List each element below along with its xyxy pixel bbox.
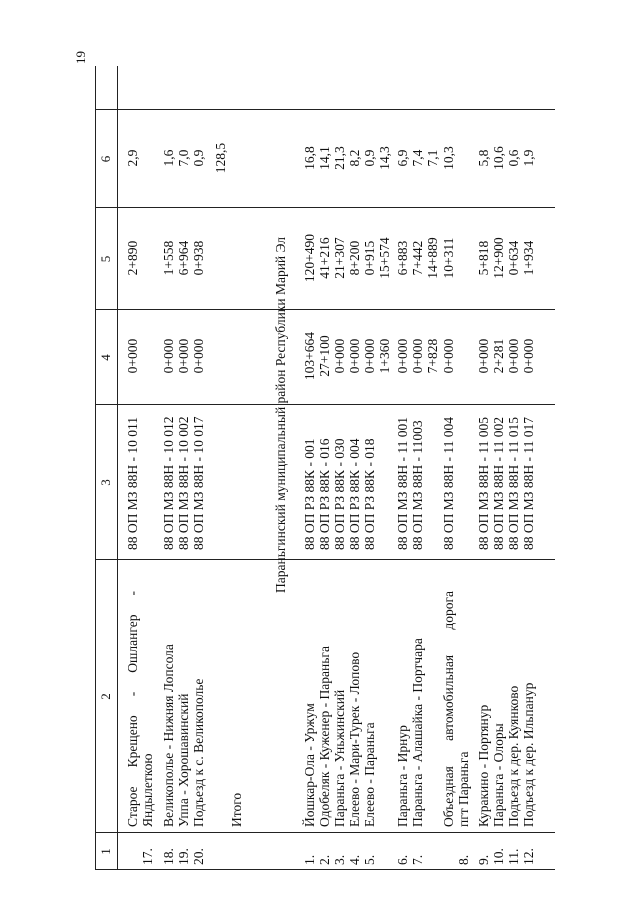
column-divider	[95, 404, 555, 405]
road-code: 88 ОП РЗ 88К - 001	[302, 438, 317, 550]
km-start: 0+000	[347, 338, 362, 374]
km-end: 7+442	[410, 240, 425, 276]
road-length: 5,8	[476, 149, 491, 167]
column-header-5: 5	[98, 255, 113, 263]
km-start: 0+000	[395, 338, 410, 374]
section-title: Параньгинский муниципальный район Республики Марий Эл	[273, 237, 288, 593]
km-end: 41+216	[317, 237, 332, 279]
km-start: 103+664	[302, 331, 317, 381]
km-end: 8+200	[347, 240, 362, 276]
row-number: 20.	[191, 848, 206, 865]
column-header-4: 4	[98, 354, 113, 361]
km-end: 1+558	[161, 240, 176, 276]
road-length: 10,3	[441, 146, 456, 170]
road-length: 0,9	[362, 149, 377, 167]
km-end: 15+574	[377, 237, 392, 279]
road-name	[441, 591, 456, 827]
row-number: 7.	[410, 854, 425, 865]
road-name: Елеево - Параньга	[362, 722, 377, 827]
km-start: 0+000	[125, 338, 140, 374]
table-header-rule	[117, 66, 118, 870]
road-name: Йошкар-Ола - Уржум	[302, 703, 317, 827]
column-divider	[95, 109, 555, 110]
road-length: 14,3	[377, 146, 392, 170]
km-start: 0+000	[506, 338, 521, 374]
road-length: 7,4	[410, 149, 425, 167]
road-length: 7,0	[176, 149, 191, 167]
road-code: 88 ОП РЗ 88К - 016	[317, 438, 332, 550]
km-start: 2+281	[491, 338, 506, 374]
km-start: 0+000	[176, 338, 191, 374]
road-code: 88 ОП МЗ 88Н - 11 015	[506, 416, 521, 550]
road-name: Подъезд к с. Великополье	[191, 678, 206, 827]
column-divider	[95, 832, 555, 833]
column-divider	[95, 207, 555, 208]
km-start: 0+000	[476, 338, 491, 374]
column-header-2: 2	[98, 693, 113, 700]
column-header-3: 3	[98, 479, 113, 486]
road-length: 16,8	[302, 146, 317, 170]
km-end: 0+634	[506, 240, 521, 276]
row-number: 3.	[332, 854, 347, 865]
road-name-part: Крещено	[125, 715, 140, 768]
km-start: 7+828	[425, 338, 440, 374]
table-top-rule	[95, 66, 96, 870]
road-name-part: дорога	[441, 591, 456, 630]
road-name: Параньга - Алашайка - Портчара	[410, 638, 425, 827]
road-length: 14,1	[317, 146, 332, 170]
road-length: 10,6	[491, 146, 506, 170]
column-divider	[95, 869, 555, 870]
column-header-6: 6	[98, 155, 113, 163]
road-length: 21,3	[332, 146, 347, 170]
road-name-part: -	[125, 591, 140, 596]
km-end: 10+311	[441, 237, 456, 279]
column-divider	[95, 309, 555, 310]
road-code: 88 ОП РЗ 88К - 030	[332, 438, 347, 550]
road-code: 88 ОП МЗ 88Н - 11 002	[491, 416, 506, 550]
road-name: Параньга - Уньжинский	[332, 689, 347, 827]
km-end: 0+938	[191, 240, 206, 276]
row-number: 9.	[476, 854, 491, 865]
column-header-1: 1	[98, 848, 113, 855]
road-code: 88 ОП МЗ 88Н - 10 012	[161, 416, 176, 550]
road-name-continuation: Яндылеткою	[140, 753, 155, 827]
km-end: 12+900	[491, 237, 506, 279]
road-code: 88 ОП РЗ 88К - 004	[347, 438, 362, 550]
column-divider	[95, 559, 555, 560]
row-number: 10.	[491, 848, 506, 865]
row-number: 18.	[161, 848, 176, 865]
road-code: 88 ОП МЗ 88Н - 10 011	[125, 416, 140, 550]
km-end: 2+890	[125, 240, 140, 276]
road-code: 88 ОП МЗ 88Н - 11 001	[395, 416, 410, 550]
road-name: Подъезд к дер. Ильпанур	[521, 682, 536, 827]
km-end: 1+934	[521, 240, 536, 276]
road-code: 88 ОП МЗ 88Н - 11 004	[441, 416, 456, 550]
road-length: 0,6	[506, 149, 521, 167]
road-name: Уппа - Хорошавинский	[176, 693, 191, 827]
road-name: Куракино - Портянур	[476, 704, 491, 827]
road-code: 88 ОП МЗ 88Н - 10 002	[176, 416, 191, 550]
road-name-part: -	[125, 691, 140, 697]
km-start: 0+000	[191, 338, 206, 374]
row-number: 2.	[317, 854, 332, 865]
km-end: 14+889	[425, 237, 440, 279]
km-start: 0+000	[362, 338, 377, 374]
row-number: 17.	[140, 848, 155, 865]
km-end: 5+818	[476, 240, 491, 276]
road-name-continuation: пгт Параньга	[456, 751, 471, 827]
row-number: 6.	[395, 854, 410, 865]
km-end: 6+883	[395, 240, 410, 276]
road-name: Одобеляк - Куженер - Параньга	[317, 646, 332, 827]
road-name: Елеево - Мари-Турек - Лопово	[347, 651, 362, 827]
road-length: 8,2	[347, 149, 362, 167]
row-number: 12.	[521, 848, 536, 865]
total-label: Итого	[229, 792, 244, 827]
road-code: 88 ОП МЗ 88Н - 11003	[410, 420, 425, 550]
km-end: 0+915	[362, 240, 377, 276]
road-name-part: Ошлангер	[125, 614, 140, 673]
road-code: 88 ОП МЗ 88Н - 11 017	[521, 416, 536, 550]
km-start: 0+000	[332, 338, 347, 374]
road-name-part: Объездная	[441, 766, 456, 827]
km-start: 0+000	[161, 338, 176, 374]
road-name-part: автомобильная	[441, 654, 456, 741]
row-number: 5.	[362, 854, 377, 865]
road-name: Великополье - Нижняя Лопсола	[161, 644, 176, 827]
total-value: 128,5	[213, 142, 228, 174]
row-number: 11.	[506, 848, 521, 865]
road-registry-table	[95, 66, 555, 870]
road-name: Параньга - Ирнур	[395, 725, 410, 827]
km-start: 0+000	[521, 338, 536, 374]
page-number: 19	[73, 51, 88, 64]
road-length: 6,9	[395, 149, 410, 167]
road-length: 0,9	[191, 149, 206, 167]
km-end: 6+964	[176, 240, 191, 276]
km-start: 0+000	[410, 338, 425, 374]
row-number: 8.	[456, 854, 471, 865]
km-start: 27+100	[317, 335, 332, 377]
km-start: 1+360	[377, 338, 392, 374]
road-name: Параньга - Олоры	[491, 723, 506, 827]
km-end: 21+307	[332, 237, 347, 279]
road-code: 88 ОП РЗ 88К - 018	[362, 438, 377, 550]
road-name: Подъезд к дер. Куянково	[506, 685, 521, 827]
road-name	[125, 591, 140, 827]
row-number: 4.	[347, 854, 362, 865]
km-start: 0+000	[441, 338, 456, 374]
road-length: 2,9	[125, 149, 140, 167]
road-length: 7,1	[425, 149, 440, 167]
km-end: 120+490	[302, 233, 317, 283]
road-length: 1,6	[161, 149, 176, 167]
road-code: 88 ОП МЗ 88Н - 10 017	[191, 416, 206, 550]
road-code: 88 ОП МЗ 88Н - 11 005	[476, 416, 491, 550]
row-number: 19.	[176, 848, 191, 865]
road-length: 1,9	[521, 149, 536, 167]
row-number: 1.	[302, 854, 317, 865]
road-name-part: Старое	[125, 786, 140, 827]
